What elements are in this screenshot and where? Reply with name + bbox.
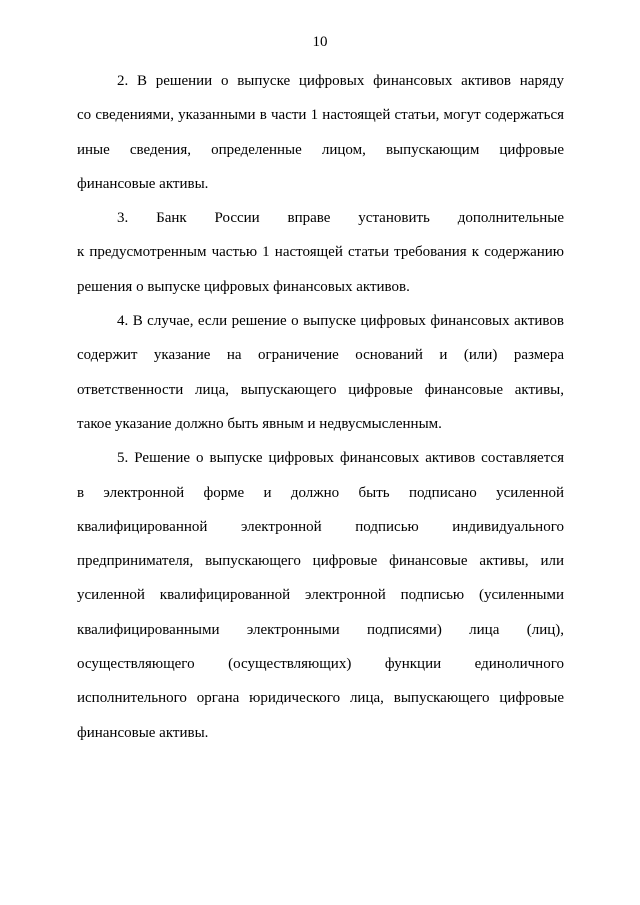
paragraph-line: в электронной форме и должно быть подписано усиленной xyxy=(77,484,564,501)
paragraph-3 xyxy=(77,201,564,304)
paragraph-line: со сведениями, указанными в части 1 настоящей статьи, могут содержаться xyxy=(77,107,564,124)
paragraph-line: 2. В решении о выпуске цифровых финансовых активов наряду xyxy=(117,73,564,89)
paragraph-5 xyxy=(77,441,564,750)
paragraph-2 xyxy=(77,64,564,201)
paragraph-line: такое указание должно быть явным и недвусмысленным. xyxy=(77,415,442,432)
document-body xyxy=(77,64,564,750)
paragraph-line: 3. Банк России вправе установить дополнительные xyxy=(117,210,564,227)
paragraph-line: квалифицированными электронными подписями) лица (лиц), xyxy=(77,621,564,638)
paragraph-line: предпринимателя, выпускающего цифровые финансовые активы, или xyxy=(77,553,564,570)
paragraph-line: содержит указание на ограничение оснований и (или) размера xyxy=(77,347,564,364)
paragraph-line: исполнительного органа юридического лица, выпускающего цифровые xyxy=(77,690,564,707)
paragraph-line: усиленной квалифицированной электронной подписью (усиленными xyxy=(77,587,564,604)
paragraph-line: 5. Решение о выпуске цифровых финансовых активов составляется xyxy=(117,450,564,467)
paragraph-line: финансовые активы. xyxy=(77,175,209,192)
paragraph-line: квалифицированной электронной подписью индивидуального xyxy=(77,518,564,535)
paragraph-4 xyxy=(77,304,564,441)
paragraph-line: финансовые активы. xyxy=(77,724,209,741)
paragraph-line: ответственности лица, выпускающего цифровые финансовые активы, xyxy=(77,381,564,398)
paragraph-line: иные сведения, определенные лицом, выпускающим цифровые xyxy=(77,141,564,158)
paragraph-line: 4. В случае, если решение о выпуске цифровых финансовых активов xyxy=(117,313,564,330)
paragraph-line: решения о выпуске цифровых финансовых активов. xyxy=(77,278,410,295)
page-number: 10 xyxy=(312,34,328,50)
paragraph-line: осуществляющего (осуществляющих) функции единоличного xyxy=(77,656,564,673)
paragraph-line: к предусмотренным частью 1 настоящей статьи требования к содержанию xyxy=(77,244,564,261)
